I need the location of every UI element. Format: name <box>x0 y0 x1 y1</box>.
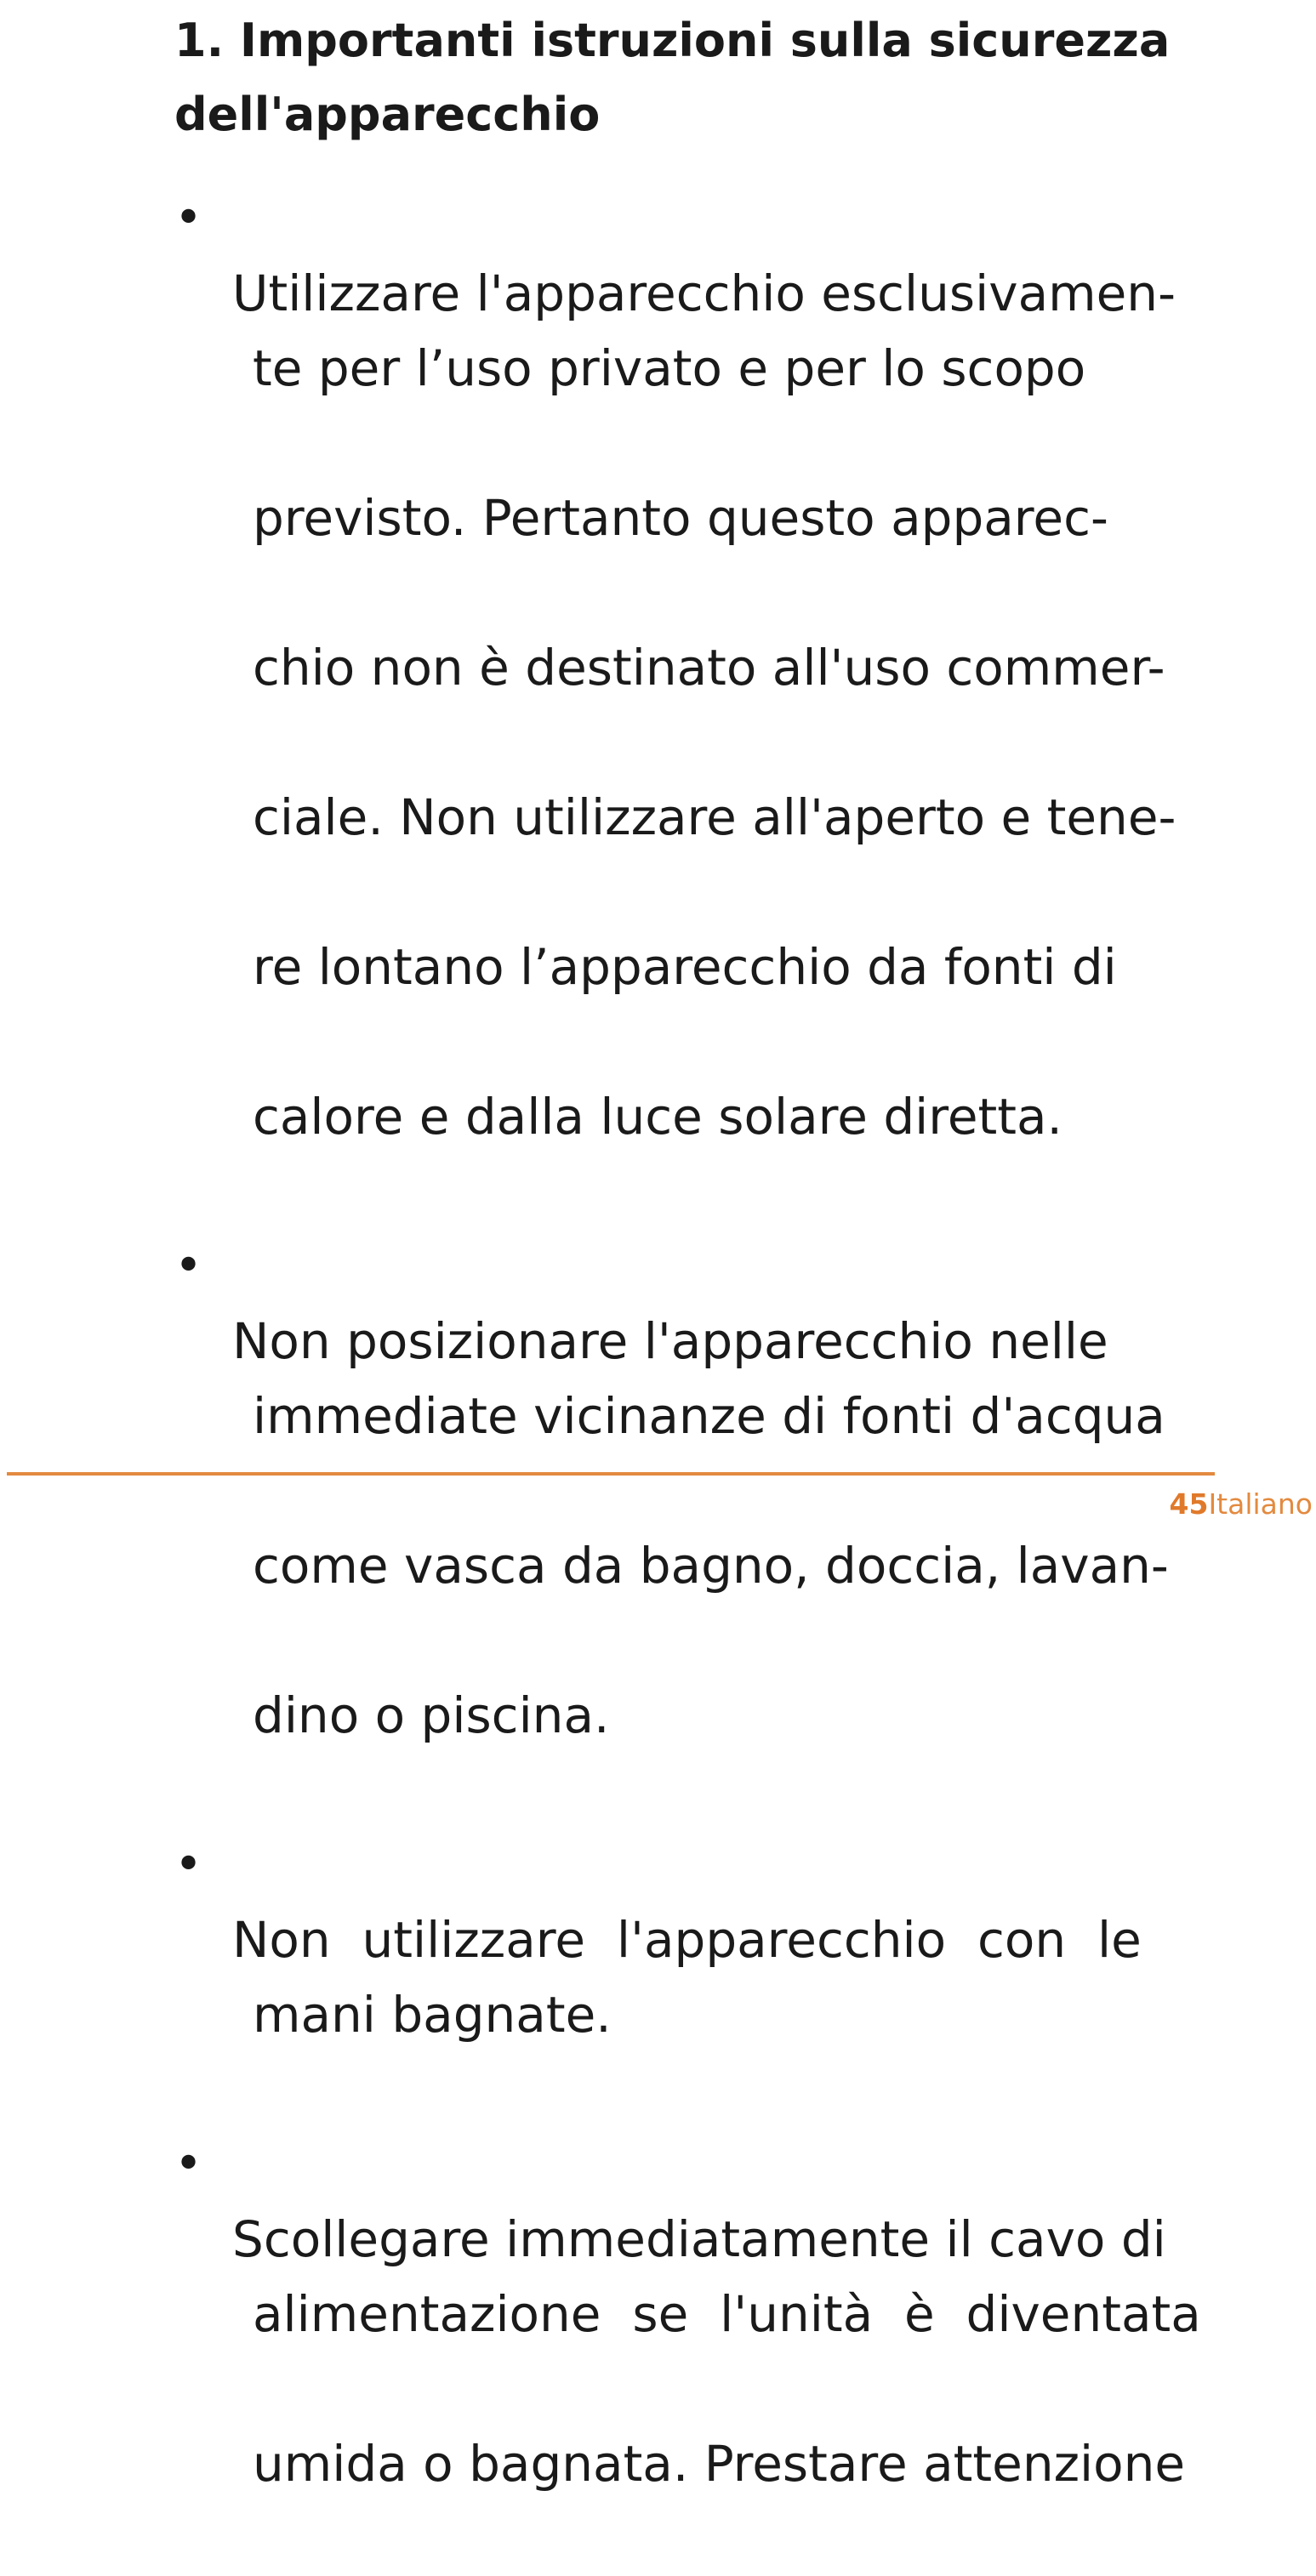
text-line: Non posizionare l'apparecchio nelle <box>232 1312 1108 1370</box>
text-line: chio non è destinato all'uso commer- <box>253 639 1165 697</box>
text-line: alimentazione se l'unità è diventata <box>253 2285 1201 2343</box>
list-item <box>174 1229 1229 1828</box>
list-item-text <box>232 1828 1229 2127</box>
text-line: calore e dalla luce solare diretta. <box>253 1088 1062 1146</box>
list-item <box>174 2127 1229 2576</box>
bullet-icon: • <box>174 190 203 246</box>
text-line: previsto. Pertanto questo apparec- <box>253 489 1108 547</box>
bullet-icon: • <box>174 2136 203 2192</box>
page-footer <box>1170 1486 1313 1523</box>
safety-instructions-list <box>174 181 1229 2576</box>
text-line: immediate vicinanze di fonti d'acqua <box>253 1387 1165 1445</box>
text-line: te per l’uso privato e per lo scopo <box>253 339 1086 397</box>
bullet-icon: • <box>174 1837 203 1892</box>
section-heading <box>174 3 1195 151</box>
text-line: dino o piscina. <box>253 1686 610 1744</box>
text-line: Scollegare immediatamente il cavo di <box>232 2210 1166 2268</box>
text-line: re lontano l’apparecchio da fonti di <box>253 938 1117 996</box>
text-line: mani bagnate. <box>253 1986 612 2044</box>
list-item <box>174 1828 1229 2127</box>
text-line: ciale. Non utilizzare all'aperto e tene- <box>253 788 1176 846</box>
footer-divider <box>7 1472 1215 1476</box>
heading-line: 1. Importanti istruzioni sulla sicurezza <box>174 14 1171 67</box>
list-item <box>174 181 1229 1229</box>
page-language: Italiano <box>1208 1487 1313 1521</box>
text-line: come vasca da bagno, doccia, lavan- <box>253 1537 1169 1595</box>
bullet-icon: • <box>174 1238 203 1294</box>
list-item-text <box>232 2127 1229 2576</box>
page-number: 45 <box>1169 1487 1209 1521</box>
text-line: Non utilizzare l'apparecchio con le <box>232 1911 1142 1969</box>
text-line: umida o bagnata. Prestare attenzione <box>253 2435 1186 2493</box>
heading-line: dell'apparecchio <box>174 88 601 141</box>
text-line: Utilizzare l'apparecchio esclusivamen- <box>232 264 1176 322</box>
list-item-text <box>232 1229 1229 1828</box>
list-item-text <box>232 181 1229 1229</box>
